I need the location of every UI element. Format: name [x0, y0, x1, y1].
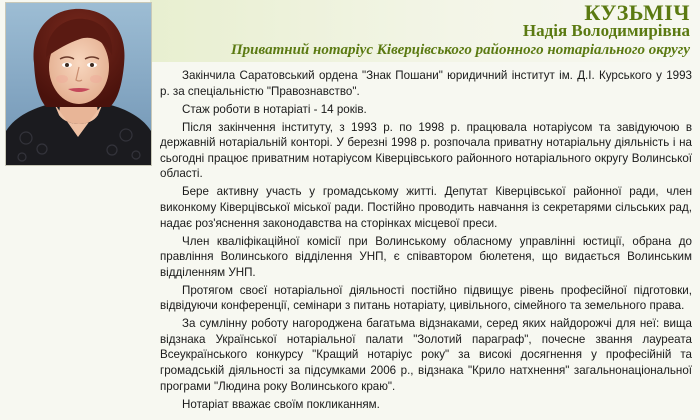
- bio-paragraph: Закінчила Саратовський ордена "Знак Пошани" юридичний інститут ім. Д.І. Курського у 1993 р. за спеціальністю "Правознавство".: [160, 69, 692, 98]
- bio-paragraph: Нотаріат вважає своїм покликанням.: [182, 397, 380, 411]
- bio-paragraph: Бере активну участь у громадському житті. Депутат Ківерцівської районної ради, член виконкому Ківерцівської міської ради. Постійно проводить навчання із секретарями сільських рад, надає роз'яснення законодавства на сторінках місцевої преси.: [160, 185, 692, 230]
- bio-paragraph: Член кваліфікаційної комісії при Волинському обласному управлінні юстиції, обрана до правління Волинського відділення УНП, є співавтором бюлетеня, що видається Волинським відділенням УНП.: [160, 234, 692, 279]
- portrait-photo: [5, 2, 152, 166]
- position-title: Приватний нотаріус Ківерцівського районного нотаріального округу: [230, 42, 690, 58]
- bio-paragraph: Після закінчення інституту, з 1993 р. по 1998 р. працювала нотаріусом та завідуючою в державній нотаріальній конторі. У березні 1998 р. розпочала приватну нотаріальну діяльність і на сьогодні працює приватним нотаріусом Ківерцівського районного нотаріального округу Волинської області.: [160, 120, 692, 181]
- bio-paragraph: За сумлінну роботу нагороджена багатьма відзнаками, серед яких найдорожчі для неї: вища відзнака Української нотаріальної палати "Золотий параграф", почесне звання лауреата Всеукраїнського конкурсу "Кращий нотаріус року" за високі досягнення у професійній та громадській діяльності за підсумками 2006 р., відзнака "Крило натхнення" загальнонаціональної програми "Людина року Волинського краю".: [160, 317, 692, 393]
- given-name-heading: Надія Володимирівна: [522, 21, 690, 40]
- bio-paragraph: Стаж роботи в нотаріаті - 14 років.: [182, 102, 367, 116]
- bio-paragraph: Протягом своєї нотаріальної діяльності постійно підвищує рівень професійної підготовки, відвідуючи конференції, семінари з питань нотаріату, цивільного, сімейного та земельного права.: [160, 283, 692, 313]
- surname-heading: КУЗЬМІЧ: [584, 0, 690, 25]
- biography-text: [160, 68, 692, 412]
